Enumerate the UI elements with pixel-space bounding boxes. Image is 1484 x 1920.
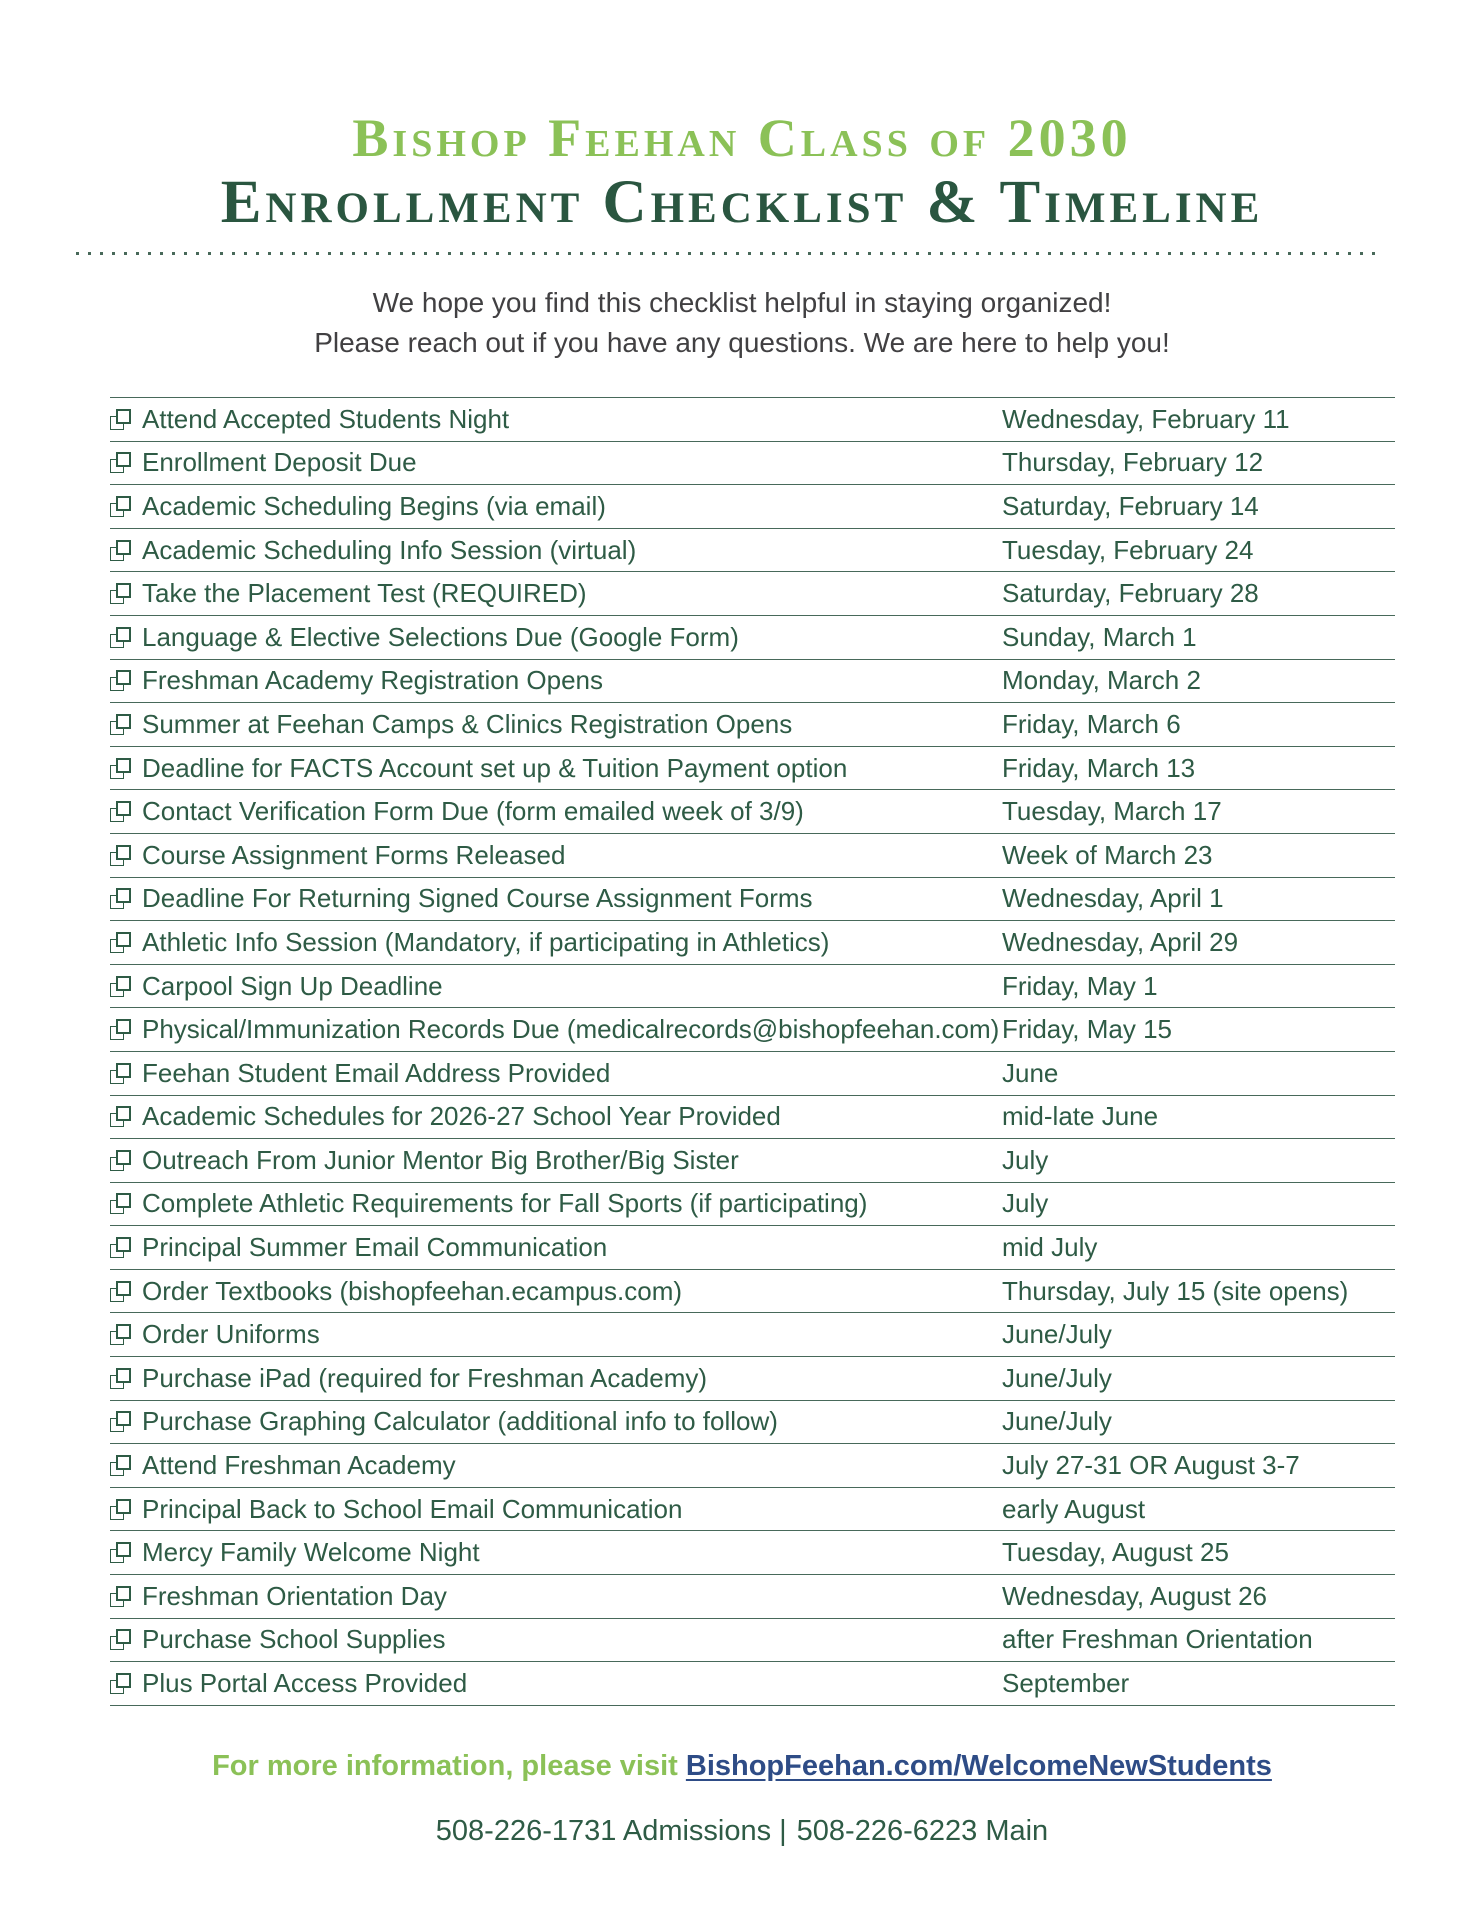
checklist-row bbox=[110, 790, 1395, 834]
due-date: Week of March 23 bbox=[1002, 839, 1213, 870]
checklist-row bbox=[110, 1488, 1395, 1532]
task-label: Purchase iPad (required for Freshman Academy) bbox=[142, 1362, 708, 1393]
task-label: Academic Scheduling Info Session (virtual) bbox=[142, 534, 637, 565]
phone-separator: | bbox=[779, 1814, 787, 1847]
due-date: Friday, March 6 bbox=[1002, 708, 1181, 739]
checkbox-icon[interactable] bbox=[110, 932, 131, 953]
checkbox-icon[interactable] bbox=[110, 1193, 131, 1214]
checkbox-icon[interactable] bbox=[110, 714, 131, 735]
due-date: Wednesday, April 1 bbox=[1002, 883, 1224, 914]
checkbox-icon[interactable] bbox=[110, 1324, 131, 1345]
checklist-row bbox=[110, 398, 1395, 442]
checkbox-icon[interactable] bbox=[110, 1019, 131, 1040]
checkbox-icon[interactable] bbox=[110, 758, 131, 779]
due-date: Friday, May 1 bbox=[1002, 970, 1158, 1001]
checklist-row bbox=[110, 1531, 1395, 1575]
task-cell bbox=[110, 753, 1002, 784]
task-label: Plus Portal Access Provided bbox=[142, 1668, 468, 1699]
task-cell bbox=[110, 1058, 1002, 1089]
checkbox-icon[interactable] bbox=[110, 1455, 131, 1476]
task-cell bbox=[110, 491, 1002, 522]
task-label: Attend Accepted Students Night bbox=[142, 403, 510, 434]
due-date: June bbox=[1002, 1057, 1059, 1088]
task-label: Mercy Family Welcome Night bbox=[142, 1537, 480, 1568]
checkbox-icon[interactable] bbox=[110, 670, 131, 691]
checkbox-icon[interactable] bbox=[110, 452, 131, 473]
checklist-row bbox=[110, 1008, 1395, 1052]
checklist-table bbox=[110, 397, 1395, 1706]
task-cell bbox=[110, 665, 1002, 696]
checklist-row bbox=[110, 1444, 1395, 1488]
title-line-2: Enrollment Checklist & Timeline bbox=[220, 169, 1264, 236]
footer-phone bbox=[0, 1813, 1484, 1849]
checkbox-icon[interactable] bbox=[110, 1586, 131, 1607]
checklist-row bbox=[110, 616, 1395, 660]
intro-line-1: We hope you find this checklist helpful in staying organized! bbox=[372, 287, 1112, 318]
checklist-row bbox=[110, 1662, 1395, 1706]
checklist-row bbox=[110, 1183, 1395, 1227]
checkbox-icon[interactable] bbox=[110, 409, 131, 430]
checkbox-icon[interactable] bbox=[110, 1106, 131, 1127]
due-date: June/July bbox=[1002, 1319, 1112, 1350]
checkbox-icon[interactable] bbox=[110, 1063, 131, 1084]
due-date: mid July bbox=[1002, 1232, 1098, 1263]
task-cell bbox=[110, 1188, 1002, 1219]
task-cell bbox=[110, 578, 1002, 609]
due-date: Tuesday, March 17 bbox=[1002, 796, 1222, 827]
task-label: Take the Placement Test (REQUIRED) bbox=[142, 578, 587, 609]
checkbox-icon[interactable] bbox=[110, 801, 131, 822]
checklist-row bbox=[110, 1096, 1395, 1140]
checklist-row bbox=[110, 1139, 1395, 1183]
task-cell bbox=[110, 535, 1002, 566]
task-label: Contact Verification Form Due (form emailed week of 3/9) bbox=[142, 796, 804, 827]
checklist-row bbox=[110, 1270, 1395, 1314]
task-label: Order Uniforms bbox=[142, 1319, 320, 1350]
due-date: Thursday, February 12 bbox=[1002, 447, 1264, 478]
checklist-row bbox=[110, 1575, 1395, 1619]
checklist-row bbox=[110, 921, 1395, 965]
task-cell bbox=[110, 971, 1002, 1002]
task-label: Feehan Student Email Address Provided bbox=[142, 1057, 611, 1088]
due-date: Wednesday, February 11 bbox=[1002, 403, 1290, 434]
due-date: Tuesday, February 24 bbox=[1002, 534, 1254, 565]
due-date: Sunday, March 1 bbox=[1002, 621, 1197, 652]
task-cell bbox=[110, 1668, 1002, 1699]
checkbox-icon[interactable] bbox=[110, 1237, 131, 1258]
task-label: Principal Back to School Email Communication bbox=[142, 1493, 683, 1524]
checklist-row bbox=[110, 572, 1395, 616]
task-cell bbox=[110, 883, 1002, 914]
task-label: Academic Schedules for 2026-27 School Year Provided bbox=[142, 1101, 781, 1132]
task-cell bbox=[110, 1145, 1002, 1176]
intro-line-2: Please reach out if you have any questions. We are here to help you! bbox=[314, 327, 1170, 358]
task-label: Freshman Orientation Day bbox=[142, 1580, 447, 1611]
task-label: Carpool Sign Up Deadline bbox=[142, 970, 443, 1001]
task-cell bbox=[110, 1363, 1002, 1394]
dotted-divider bbox=[76, 252, 1378, 255]
task-cell bbox=[110, 1276, 1002, 1307]
due-date: Saturday, February 28 bbox=[1002, 578, 1259, 609]
task-label: Enrollment Deposit Due bbox=[142, 447, 417, 478]
task-cell bbox=[110, 1406, 1002, 1437]
due-date: July bbox=[1002, 1144, 1049, 1175]
task-cell bbox=[110, 840, 1002, 871]
checklist-row bbox=[110, 1226, 1395, 1270]
due-date: July bbox=[1002, 1188, 1049, 1219]
checklist-row bbox=[110, 1357, 1395, 1401]
intro-text bbox=[0, 283, 1484, 363]
due-date: June/July bbox=[1002, 1362, 1112, 1393]
due-date: Tuesday, August 25 bbox=[1002, 1537, 1229, 1568]
task-label: Language & Elective Selections Due (Google Form) bbox=[142, 621, 739, 652]
task-label: Purchase Graphing Calculator (additional info to follow) bbox=[142, 1406, 778, 1437]
due-date: July 27-31 OR August 3-7 bbox=[1002, 1450, 1300, 1481]
checkbox-icon[interactable] bbox=[110, 1150, 131, 1171]
task-label: Order Textbooks (bishopfeehan.ecampus.com) bbox=[142, 1275, 683, 1306]
checkbox-icon[interactable] bbox=[110, 1542, 131, 1563]
checklist-row bbox=[110, 1313, 1395, 1357]
task-cell bbox=[110, 1014, 1002, 1045]
checkbox-icon[interactable] bbox=[110, 1281, 131, 1302]
due-date: Monday, March 2 bbox=[1002, 665, 1201, 696]
task-cell bbox=[110, 709, 1002, 740]
due-date: Wednesday, April 29 bbox=[1002, 926, 1239, 957]
due-date: Wednesday, August 26 bbox=[1002, 1580, 1268, 1611]
checkbox-icon[interactable] bbox=[110, 1499, 131, 1520]
task-label: Deadline for FACTS Account set up & Tuition Payment option bbox=[142, 752, 848, 783]
checkbox-icon[interactable] bbox=[110, 1411, 131, 1432]
checklist-row bbox=[110, 442, 1395, 486]
task-label: Freshman Academy Registration Opens bbox=[142, 665, 603, 696]
task-cell bbox=[110, 1624, 1002, 1655]
checklist-row bbox=[110, 485, 1395, 529]
task-label: Deadline For Returning Signed Course Assignment Forms bbox=[142, 883, 813, 914]
task-cell bbox=[110, 796, 1002, 827]
task-label: Course Assignment Forms Released bbox=[142, 839, 566, 870]
due-date: mid-late June bbox=[1002, 1101, 1159, 1132]
due-date: early August bbox=[1002, 1493, 1146, 1524]
task-cell bbox=[110, 447, 1002, 478]
task-label: Physical/Immunization Records Due (medicalrecords@bishopfeehan.com) bbox=[142, 1014, 1000, 1045]
checkbox-icon[interactable] bbox=[110, 627, 131, 648]
due-date: after Freshman Orientation bbox=[1002, 1624, 1313, 1655]
checkbox-icon[interactable] bbox=[110, 888, 131, 909]
checklist-row bbox=[110, 878, 1395, 922]
task-label: Academic Scheduling Begins (via email) bbox=[142, 490, 606, 521]
due-date: June/July bbox=[1002, 1406, 1112, 1437]
task-cell bbox=[110, 1101, 1002, 1132]
task-label: Complete Athletic Requirements for Fall Sports (if participating) bbox=[142, 1188, 868, 1219]
due-date: September bbox=[1002, 1668, 1130, 1699]
task-label: Athletic Info Session (Mandatory, if participating in Athletics) bbox=[142, 926, 830, 957]
checkbox-icon[interactable] bbox=[110, 540, 131, 561]
checklist-row bbox=[110, 660, 1395, 704]
due-date: Saturday, February 14 bbox=[1002, 490, 1259, 521]
checklist-row bbox=[110, 747, 1395, 791]
task-cell bbox=[110, 404, 1002, 435]
checkbox-icon[interactable] bbox=[110, 1629, 131, 1650]
task-cell bbox=[110, 622, 1002, 653]
task-label: Summer at Feehan Camps & Clinics Registration Opens bbox=[142, 708, 793, 739]
task-cell bbox=[110, 1537, 1002, 1568]
checkbox-icon[interactable] bbox=[110, 976, 131, 997]
checkbox-icon[interactable] bbox=[110, 496, 131, 517]
task-label: Principal Summer Email Communication bbox=[142, 1232, 608, 1263]
checklist-row bbox=[110, 965, 1395, 1009]
checkbox-icon[interactable] bbox=[110, 1368, 131, 1389]
task-cell bbox=[110, 1494, 1002, 1525]
phone-main: 508-226-6223 Main bbox=[796, 1814, 1049, 1847]
phone-admissions: 508-226-1731 Admissions bbox=[435, 1814, 772, 1847]
footer-info bbox=[0, 1748, 1484, 1784]
title-line-1: Bishop Feehan Class of 2030 bbox=[352, 108, 1132, 168]
checklist-row bbox=[110, 834, 1395, 878]
task-cell bbox=[110, 1450, 1002, 1481]
checklist-row bbox=[110, 1401, 1395, 1445]
welcome-new-students-link[interactable]: BishopFeehan.com/WelcomeNewStudents bbox=[685, 1749, 1272, 1782]
task-cell bbox=[110, 927, 1002, 958]
checklist-row bbox=[110, 703, 1395, 747]
footer-info-text: For more information, please visit bbox=[212, 1749, 686, 1782]
due-date: Friday, May 15 bbox=[1002, 1014, 1173, 1045]
task-label: Attend Freshman Academy bbox=[142, 1450, 456, 1481]
task-label: Outreach From Junior Mentor Big Brother/Big Sister bbox=[142, 1144, 739, 1175]
checkbox-icon[interactable] bbox=[110, 845, 131, 866]
task-label: Purchase School Supplies bbox=[142, 1624, 446, 1655]
checkbox-icon[interactable] bbox=[110, 1673, 131, 1694]
task-cell bbox=[110, 1581, 1002, 1612]
due-date: Friday, March 13 bbox=[1002, 752, 1196, 783]
checklist-row bbox=[110, 529, 1395, 573]
checklist-row bbox=[110, 1052, 1395, 1096]
task-cell bbox=[110, 1232, 1002, 1263]
checkbox-icon[interactable] bbox=[110, 583, 131, 604]
task-cell bbox=[110, 1319, 1002, 1350]
due-date: Thursday, July 15 (site opens) bbox=[1002, 1275, 1349, 1306]
checklist-row bbox=[110, 1619, 1395, 1663]
